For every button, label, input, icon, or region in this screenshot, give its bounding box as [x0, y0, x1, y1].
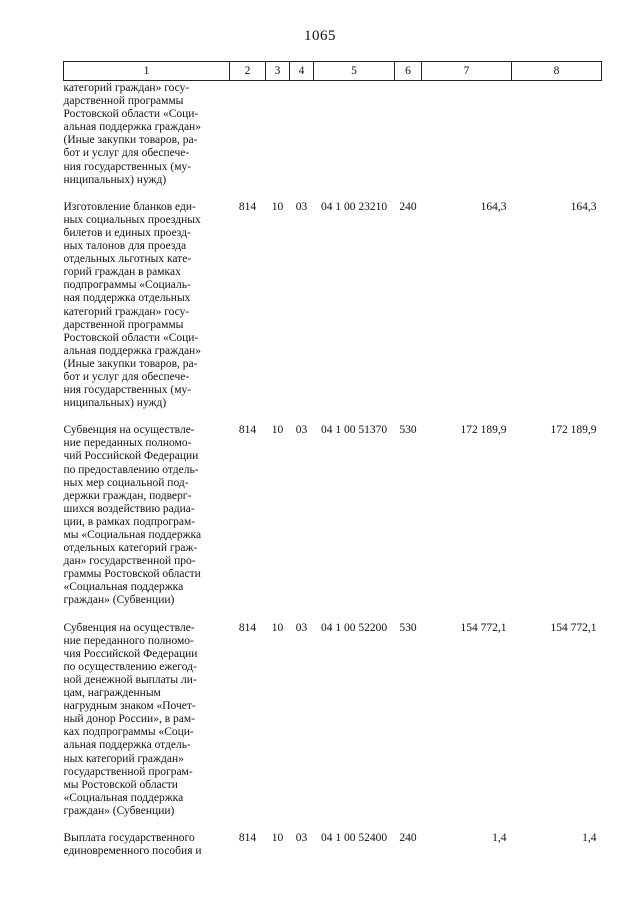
row-name: Субвенция на осуществле- ние переданного полномо- чия Российской Федерации по осуществлению ежегод- ной денежной выплаты ли- цам, награжденным нагрудным знаком «Почет- ный донор России», в рам- ках подпрограммы «Соци- альная поддержка отдель- ных категорий граждан» государственной програм- мы Ростовской области «Социальная поддержка граждан» (Субвенции) — [63, 621, 198, 817]
expense-type-code: 240 — [399, 200, 417, 213]
target-article-code — [314, 81, 395, 201]
amount-column-8: 1,4 — [582, 831, 597, 844]
table-body — [64, 81, 602, 873]
subsection-code: 03 — [295, 424, 308, 437]
target-article-code: 04 1 00 51370 — [320, 424, 388, 437]
table-header — [64, 62, 602, 81]
amount-column-7: 172 189,9 — [460, 424, 507, 437]
amount-column-7: 154 772,1 — [460, 621, 507, 634]
amount-column-8: 164,3 — [570, 200, 597, 213]
amount-column-7 — [422, 81, 512, 201]
table-row — [64, 622, 602, 832]
ministry-code: 814 — [238, 200, 257, 213]
section-code: 10 — [271, 200, 284, 213]
subsection-code: 03 — [295, 621, 308, 634]
amount-column-8: 154 772,1 — [550, 621, 597, 634]
section-code — [266, 81, 290, 201]
subsection-code — [290, 81, 314, 201]
column-header-2: 2 — [230, 62, 266, 81]
subsection-code: 03 — [295, 200, 308, 213]
column-header-3: 3 — [266, 62, 290, 81]
page-number: 1065 — [304, 28, 336, 44]
table-row — [64, 832, 602, 872]
column-header-5: 5 — [314, 62, 395, 81]
expense-type-code: 530 — [399, 621, 417, 634]
amount-column-8 — [512, 81, 602, 201]
table-row — [64, 201, 602, 425]
column-header-1: 1 — [64, 62, 230, 81]
header-row — [64, 62, 602, 81]
expense-type-code: 530 — [399, 424, 417, 437]
column-header-7: 7 — [422, 62, 512, 81]
ministry-code: 814 — [238, 621, 257, 634]
ministry-code: 814 — [238, 831, 257, 844]
amount-column-7: 164,3 — [480, 200, 507, 213]
table-row — [64, 81, 602, 201]
amount-column-7: 1,4 — [492, 831, 507, 844]
section-code: 10 — [271, 621, 284, 634]
row-name: Субвенция на осуществле- ние переданных полномо- чий Российской Федерации по предоставлению отдель- ных мер социальной под- держки граждан, подверг- шихся воздействию радиа- ции, в рамках подпрограм- мы «Социальная поддержка отдельных категорий граж- дан» государственной про- граммы Ростовской области «Социальная поддержка граждан» (Субвенции) — [63, 424, 202, 607]
ministry-code — [230, 81, 266, 201]
table-row — [64, 424, 602, 621]
target-article-code: 04 1 00 23210 — [320, 200, 388, 213]
row-name: Изготовление бланков еди- ных социальных проездных билетов и единых проезд- ных талонов для проезда отдельных льготных кате- горий граждан в рамках подпрограммы «Социаль- ная поддержка отдельных категорий граждан» госу- дарственной программы Ростовской области «Соци- альная поддержка граждан» (Иные закупки товаров, ра- бот и услуг для обеспече- ния государственных (му- ниципальных) нужд) — [63, 200, 201, 410]
row-name: Выплата государственного единовременного пособия и — [63, 831, 202, 858]
row-name: категорий граждан» госу- дарственной программы Ростовской области «Соци- альная поддержка граждан» (Иные закупки товаров, ра- бот и услуг для обеспече- ния государственных (му- ниципальных) нужд) — [63, 82, 201, 186]
subsection-code: 03 — [295, 831, 308, 844]
column-header-8: 8 — [512, 62, 602, 81]
column-header-6: 6 — [395, 62, 422, 81]
amount-column-8: 172 189,9 — [550, 424, 597, 437]
section-code: 10 — [271, 424, 284, 437]
target-article-code: 04 1 00 52200 — [320, 621, 388, 634]
target-article-code: 04 1 00 52400 — [320, 831, 388, 844]
expense-type-code — [395, 81, 422, 201]
section-code: 10 — [271, 831, 284, 844]
expense-type-code: 240 — [399, 831, 417, 844]
budget-table — [63, 61, 602, 872]
column-header-4: 4 — [290, 62, 314, 81]
ministry-code: 814 — [238, 424, 257, 437]
